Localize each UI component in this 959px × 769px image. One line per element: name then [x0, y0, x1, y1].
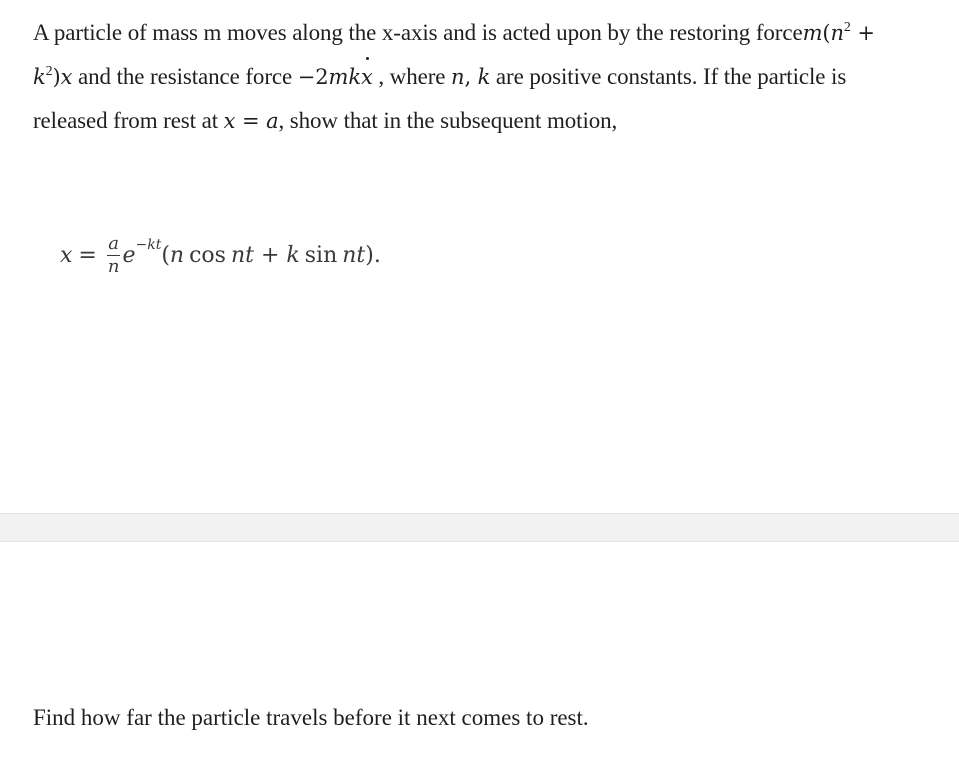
formula-exp-base: e: [122, 242, 136, 268]
math-plus: +: [850, 21, 875, 45]
formula-equals: =: [78, 242, 97, 268]
problem-line-2: [33, 55, 948, 99]
formula-sin: sin: [304, 242, 338, 268]
problem-text-2c: are positive constants. If the particle is: [490, 64, 847, 89]
math-n: n: [830, 21, 844, 45]
math-two: 2: [315, 65, 329, 89]
problem-text-3a: released from rest at: [33, 108, 224, 133]
formula-k: k: [286, 242, 300, 268]
formula-nt: nt: [342, 242, 366, 268]
problem-text-2b: , where: [372, 64, 452, 89]
formula-nt: nt: [230, 242, 254, 268]
math-close-paren: ): [52, 65, 61, 89]
problem-line-3: [33, 99, 948, 143]
problem-text-3b: , show that in the subsequent motion,: [278, 108, 618, 133]
math-k: k: [477, 65, 491, 89]
math-a: a: [266, 109, 279, 133]
problem-statement: [33, 11, 948, 143]
section-divider: [0, 513, 959, 542]
math-comma: ,: [464, 65, 478, 89]
math-equals: =: [235, 109, 267, 133]
math-exponent: 2: [45, 64, 53, 79]
math-minus: −: [297, 65, 316, 89]
fraction-numerator: a: [108, 232, 120, 254]
formula-fraction: [107, 233, 121, 278]
problem-line-1: [33, 11, 948, 55]
math-n: n: [451, 65, 465, 89]
math-mk: mk: [328, 65, 361, 89]
question-text: Find how far the particle travels before it next comes to rest.: [33, 705, 589, 730]
formula-cos: cos: [189, 242, 226, 268]
math-x: x: [223, 109, 236, 133]
formula-open-paren: (: [161, 242, 170, 268]
problem-text-2a: and the resistance force: [72, 64, 298, 89]
math-m: m: [802, 21, 823, 45]
formula-n: n: [169, 242, 185, 268]
fraction-denominator: n: [107, 255, 120, 277]
math-k: k: [33, 65, 46, 89]
problem-text-1a: A particle of mass m moves along the x-axis and is acted upon by the restoring force: [33, 20, 803, 45]
math-open-paren: (: [822, 21, 831, 45]
formula-close: ).: [365, 242, 381, 268]
formula-plus: +: [260, 242, 280, 268]
formula-lhs: x: [60, 242, 73, 268]
math-x: x: [60, 65, 73, 89]
math-exponent: 2: [843, 20, 851, 35]
formula-exponent: −kt: [135, 237, 162, 253]
displayed-formula: [60, 220, 381, 290]
math-x-dot: x: [361, 55, 373, 99]
